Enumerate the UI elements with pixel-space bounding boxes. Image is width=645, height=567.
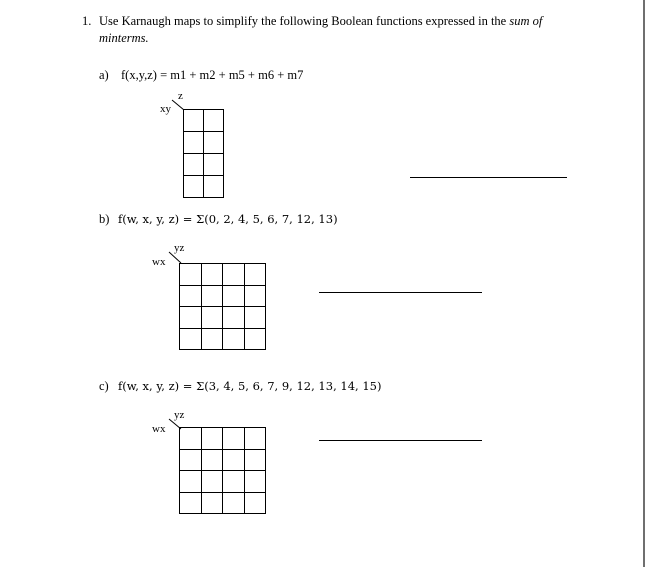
answer-line-a [410,177,567,178]
part-b-function: f(w, x, y, z) = Σ(0, 2, 4, 5, 6, 7, 12, 13) [118,212,338,226]
kmap-cell [180,307,202,329]
kmap-row [180,449,266,471]
answer-line-b [319,292,482,293]
part-b-label: b) [99,212,110,226]
kmap-cell [223,264,245,286]
kmap-cell [223,428,245,450]
question-text-emphasis: sum of [509,14,543,28]
part-b-row-var: wx [152,256,166,268]
kmap-cell [201,492,223,514]
kmap-cell [180,328,202,350]
kmap-cell [223,492,245,514]
kmap-cell [201,264,223,286]
kmap-cell [244,328,266,350]
part-c-row-var: wx [152,423,166,435]
kmap-cell [204,110,224,132]
kmap-row [180,471,266,493]
part-c-col-var: yz [174,409,185,421]
kmap-row [184,154,224,176]
kmap-row [180,307,266,329]
kmap-cell [244,285,266,307]
part-a-label: a) [99,68,109,82]
part-b-col-var: yz [174,242,185,254]
kmap-row [184,176,224,198]
answer-line-c [319,440,482,441]
kmap-cell [180,449,202,471]
kmap-grid-b [179,263,266,350]
question-text [99,14,542,29]
part-a-col-var: z [178,90,183,102]
question-text-continuation: minterms. [99,31,149,45]
kmap-cell [244,449,266,471]
kmap-cell [201,328,223,350]
kmap-cell [180,471,202,493]
kmap-row [180,328,266,350]
kmap-cell [184,132,204,154]
kmap-cell [201,471,223,493]
kmap-cell [223,449,245,471]
kmap-cell [180,264,202,286]
kmap-cell [244,492,266,514]
kmap-cell [184,110,204,132]
kmap-cell [180,285,202,307]
kmap-row [180,428,266,450]
kmap-grid-c [179,427,266,514]
kmap-row [180,285,266,307]
part-c-function: f(w, x, y, z) = Σ(3, 4, 5, 6, 7, 9, 12, 13, 14, 15) [118,379,382,393]
kmap-cell [180,492,202,514]
kmap-cell [201,449,223,471]
kmap-cell [223,471,245,493]
kmap-cell [184,176,204,198]
kmap-cell [204,132,224,154]
kmap-cell [201,285,223,307]
part-a-row-var: xy [160,103,171,115]
kmap-cell [180,428,202,450]
kmap-cell [244,307,266,329]
kmap-cell [184,154,204,176]
kmap-cell [244,428,266,450]
kmap-cell [201,428,223,450]
kmap-cell [223,328,245,350]
kmap-row [180,492,266,514]
kmap-row [180,264,266,286]
kmap-cell [204,154,224,176]
kmap-cell [223,285,245,307]
kmap-cell [201,307,223,329]
kmap-grid-a [183,109,224,198]
kmap-row [184,132,224,154]
kmap-cell [244,471,266,493]
kmap-row [184,110,224,132]
kmap-cell [223,307,245,329]
kmap-cell [244,264,266,286]
part-c-label: c) [99,379,109,393]
kmap-cell [204,176,224,198]
question-number: 1. [82,14,92,28]
question-text-main: Use Karnaugh maps to simplify the following Boolean functions expressed in the [99,14,507,28]
part-a-function: f(x,y,z) = m1 + m2 + m5 + m6 + m7 [121,68,304,82]
